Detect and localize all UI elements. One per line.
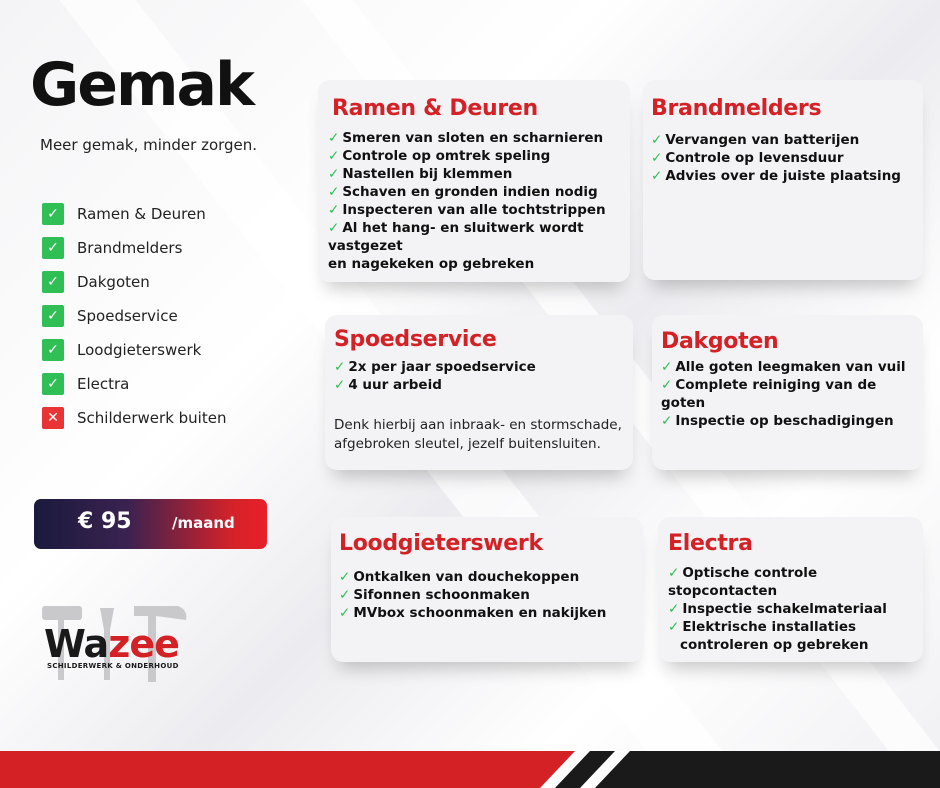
list-item-text: Inspectie schakelmateriaal xyxy=(682,601,887,617)
card-title: Dakgoten xyxy=(661,329,779,354)
checklist-item xyxy=(42,407,226,429)
check-icon: ✓ xyxy=(334,377,346,393)
list-item xyxy=(651,131,915,149)
list-item-text: Controle op levensduur xyxy=(665,150,844,166)
list-item-text: Elektrische installaties xyxy=(682,619,857,635)
card-list xyxy=(668,564,913,654)
list-item xyxy=(328,219,620,255)
package-checklist xyxy=(42,203,226,441)
card-title: Loodgieterswerk xyxy=(339,531,543,556)
list-item xyxy=(668,600,913,618)
list-item-text: 2x per jaar spoedservice xyxy=(348,359,536,375)
checklist-label: Spoedservice xyxy=(77,307,178,325)
checklist-label: Loodgieterswerk xyxy=(77,341,202,359)
check-icon: ✓ xyxy=(651,168,663,184)
checklist-label: Schilderwerk buiten xyxy=(77,409,227,427)
card-title: Spoedservice xyxy=(334,327,497,352)
list-item xyxy=(339,568,635,586)
check-icon: ✓ xyxy=(42,373,64,395)
list-item xyxy=(328,183,620,201)
list-item xyxy=(328,147,620,165)
list-item xyxy=(328,201,620,219)
check-icon: ✓ xyxy=(339,587,351,603)
card-list xyxy=(339,568,635,622)
check-icon: ✓ xyxy=(651,132,663,148)
list-item-text: Complete reiniging van de goten xyxy=(661,377,877,411)
logo-text-dark: Wa xyxy=(44,622,109,666)
list-item xyxy=(328,255,620,273)
checklist-label: Ramen & Deuren xyxy=(77,205,206,223)
check-icon: ✓ xyxy=(328,148,340,164)
list-item-text: Advies over de juiste plaatsing xyxy=(665,168,901,184)
list-item-text: Smeren van sloten en scharnieren xyxy=(342,130,604,146)
check-icon: ✓ xyxy=(328,184,340,200)
list-item-text: Nastellen bij klemmen xyxy=(342,166,513,182)
card-title: Electra xyxy=(668,531,753,556)
card-note xyxy=(334,416,624,454)
list-item xyxy=(334,358,624,376)
list-item-text: Inspecteren van alle tochtstrippen xyxy=(342,202,606,218)
logo-wordmark xyxy=(44,622,179,666)
card-title: Brandmelders xyxy=(651,96,822,121)
list-item-text: 4 uur arbeid xyxy=(348,377,442,393)
list-item-text: controleren op gebreken xyxy=(680,637,869,653)
page-subtitle: Meer gemak, minder zorgen. xyxy=(40,136,258,154)
check-icon: ✓ xyxy=(42,305,64,327)
list-item-text: Alle goten leegmaken van vuil xyxy=(675,359,906,375)
check-icon: ✓ xyxy=(668,619,680,635)
check-icon: ✓ xyxy=(661,359,673,375)
list-item-text: Controle op omtrek speling xyxy=(342,148,551,164)
list-item-text: MVbox schoonmaken en nakijken xyxy=(353,605,607,621)
check-icon: ✓ xyxy=(328,130,340,146)
price-badge xyxy=(34,499,267,549)
check-icon: ✓ xyxy=(668,601,680,617)
checklist-label: Electra xyxy=(77,375,130,393)
service-card-electra xyxy=(658,517,923,662)
service-card-brandmelders xyxy=(643,80,923,280)
check-icon: ✓ xyxy=(668,565,680,581)
check-icon: ✓ xyxy=(42,339,64,361)
service-card-spoedservice xyxy=(325,315,633,470)
list-item xyxy=(651,149,915,167)
check-icon: ✓ xyxy=(661,377,673,393)
check-icon: ✓ xyxy=(661,413,673,429)
check-icon: ✓ xyxy=(328,220,340,236)
card-list xyxy=(328,129,620,273)
cross-icon: ✕ xyxy=(42,407,64,429)
list-item xyxy=(328,165,620,183)
list-item-text: en nagekeken op gebreken xyxy=(328,256,535,272)
price-amount: € 95 xyxy=(78,509,132,534)
list-item xyxy=(668,636,913,654)
company-logo xyxy=(38,600,198,690)
list-item-text: Al het hang- en sluitwerk wordt vastgezet xyxy=(328,220,584,254)
list-item xyxy=(661,412,914,430)
card-list xyxy=(334,358,624,394)
checklist-label: Dakgoten xyxy=(77,273,150,291)
check-icon: ✓ xyxy=(334,359,346,375)
checklist-item xyxy=(42,203,226,225)
list-item-text: Schaven en gronden indien nodig xyxy=(342,184,598,200)
list-item xyxy=(668,618,913,636)
card-list xyxy=(661,358,914,430)
list-item xyxy=(661,376,914,412)
list-item xyxy=(339,604,635,622)
check-icon: ✓ xyxy=(339,605,351,621)
checklist-item xyxy=(42,237,226,259)
check-icon: ✓ xyxy=(42,203,64,225)
check-icon: ✓ xyxy=(339,569,351,585)
list-item xyxy=(661,358,914,376)
check-icon: ✓ xyxy=(651,150,663,166)
check-icon: ✓ xyxy=(42,271,64,293)
list-item-text: Inspectie op beschadigingen xyxy=(675,413,894,429)
list-item xyxy=(668,564,913,600)
list-item xyxy=(651,167,915,185)
check-icon: ✓ xyxy=(328,166,340,182)
service-card-loodgieterswerk xyxy=(331,517,643,662)
card-list xyxy=(651,131,915,185)
service-card-ramen xyxy=(318,80,630,282)
checklist-item xyxy=(42,271,226,293)
list-item xyxy=(328,129,620,147)
checklist-item xyxy=(42,339,226,361)
card-title: Ramen & Deuren xyxy=(332,96,538,121)
checklist-item xyxy=(42,373,226,395)
list-item-text: Ontkalken van douchekoppen xyxy=(353,569,580,585)
list-item-text: Optische controle stopcontacten xyxy=(668,565,818,599)
footer-stripe-band xyxy=(0,751,940,788)
note-line: afgebroken sleutel, jezelf buitensluiten. xyxy=(334,436,601,452)
price-unit: /maand xyxy=(172,514,235,532)
list-item xyxy=(334,376,624,394)
list-item xyxy=(339,586,635,604)
service-card-dakgoten xyxy=(652,315,923,470)
check-icon: ✓ xyxy=(42,237,64,259)
note-line: Denk hierbij aan inbraak- en stormschade, xyxy=(334,417,622,433)
checklist-item xyxy=(42,305,226,327)
checklist-label: Brandmelders xyxy=(77,239,183,257)
list-item-text: Sifonnen schoonmaken xyxy=(353,587,530,603)
list-item-text: Vervangen van batterijen xyxy=(665,132,860,148)
page-title: Gemak xyxy=(30,50,253,120)
logo-tagline: SCHILDERWERK & ONDERHOUD xyxy=(47,662,179,670)
logo-text-red: zee xyxy=(108,622,179,666)
check-icon: ✓ xyxy=(328,202,340,218)
